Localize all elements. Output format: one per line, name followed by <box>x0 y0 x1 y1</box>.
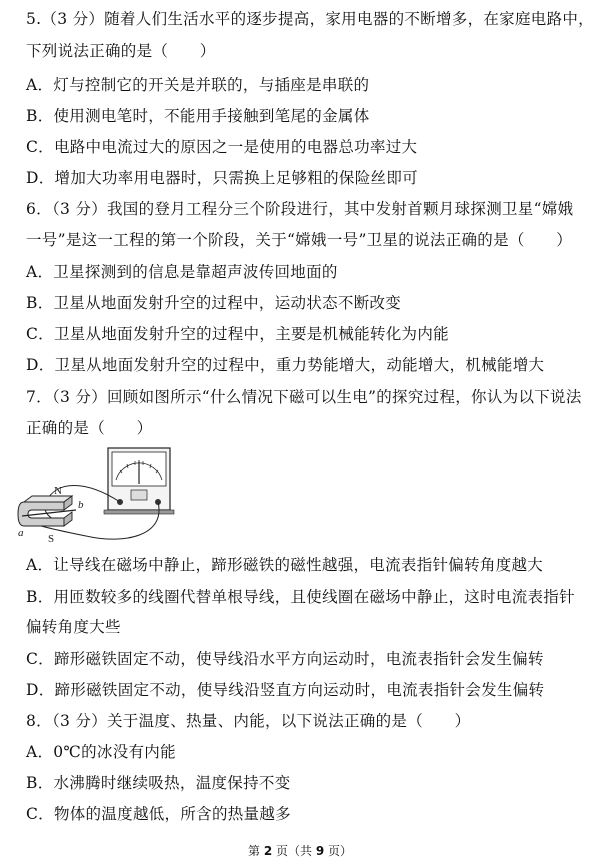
page-footer <box>0 843 600 859</box>
footer-middle: 页（共 <box>272 844 316 858</box>
q5-option-b: B．使用测电笔时，不能用手接触到笔尾的金属体 <box>26 107 370 125</box>
footer-total-pages: 9 <box>315 844 325 858</box>
q5-stem-line2: 下列说法正确的是（ ） <box>26 42 216 60</box>
q5-stem-line1: 5.（3 分）随着人们生活水平的逐步提高，家用电器的不断增多，在家庭电路中， <box>26 10 594 28</box>
q5-option-c: C．电路中电流过大的原因之一是使用的电器总功率过大 <box>26 138 418 156</box>
magnet-south-label: S <box>48 533 55 545</box>
q6-stem-line1: 6．（3 分）我国的登月工程分三个阶段进行，其中发射首颗月球探测卫星“嫦娥 <box>26 200 574 218</box>
magnet-north-label: N <box>54 485 62 497</box>
q8-option-b: B．水沸腾时继续吸热，温度保持不变 <box>26 774 291 792</box>
wire-end-b-label: b <box>78 499 84 511</box>
q6-option-a: A．卫星探测到的信息是靠超声波传回地面的 <box>26 263 338 281</box>
q7-stem-line2: 正确的是（ ） <box>26 419 153 437</box>
q7-option-c: C．蹄形磁铁固定不动，使导线沿水平方向运动时，电流表指针会发生偏转 <box>26 650 544 668</box>
footer-page-number: 2 <box>263 844 273 858</box>
q7-option-d: D．蹄形磁铁固定不动，使导线沿竖直方向运动时，电流表指针会发生偏转 <box>26 681 545 699</box>
wire-end-a-label: a <box>18 527 24 539</box>
q6-option-d: D．卫星从地面发射升空的过程中，重力势能增大，动能增大，机械能增大 <box>26 356 545 374</box>
q7-option-b-cont: 偏转角度大些 <box>26 618 121 636</box>
q5-option-a: A．灯与控制它的开关是并联的，与插座是串联的 <box>26 76 370 94</box>
q6-stem-line2: 一号”是这一工程的第一个阶段，关于“嫦娥一号”卫星的说法正确的是（ ） <box>26 231 573 249</box>
q7-option-a: A．让导线在磁场中静止，蹄形磁铁的磁性越强，电流表指针偏转角度越大 <box>26 556 544 574</box>
q8-stem-line1: 8．（3 分）关于温度、热量、内能，以下说法正确的是（ ） <box>26 712 471 730</box>
q7-option-b: B．用匝数较多的线圈代替单根导线，且使线圈在磁场中静止，这时电流表指针 <box>26 588 575 606</box>
electromagnetic-induction-figure <box>16 440 186 550</box>
q7-stem-line1: 7．（3 分）回顾如图所示“什么情况下磁可以生电”的探究过程，你认为以下说法 <box>26 388 582 406</box>
q8-option-a: A．0℃的冰没有内能 <box>26 743 176 761</box>
footer-suffix: 页） <box>324 844 352 858</box>
q6-option-b: B．卫星从地面发射升空的过程中，运动状态不断改变 <box>26 294 402 312</box>
q5-option-d: D．增加大功率用电器时，只需换上足够粗的保险丝即可 <box>26 169 418 187</box>
footer-prefix: 第 <box>247 844 264 858</box>
q6-option-c: C．卫星从地面发射升空的过程中，主要是机械能转化为内能 <box>26 325 449 343</box>
galvanometer-icon <box>104 448 174 514</box>
q8-option-c: C．物体的温度越低，所含的热量越多 <box>26 805 291 823</box>
